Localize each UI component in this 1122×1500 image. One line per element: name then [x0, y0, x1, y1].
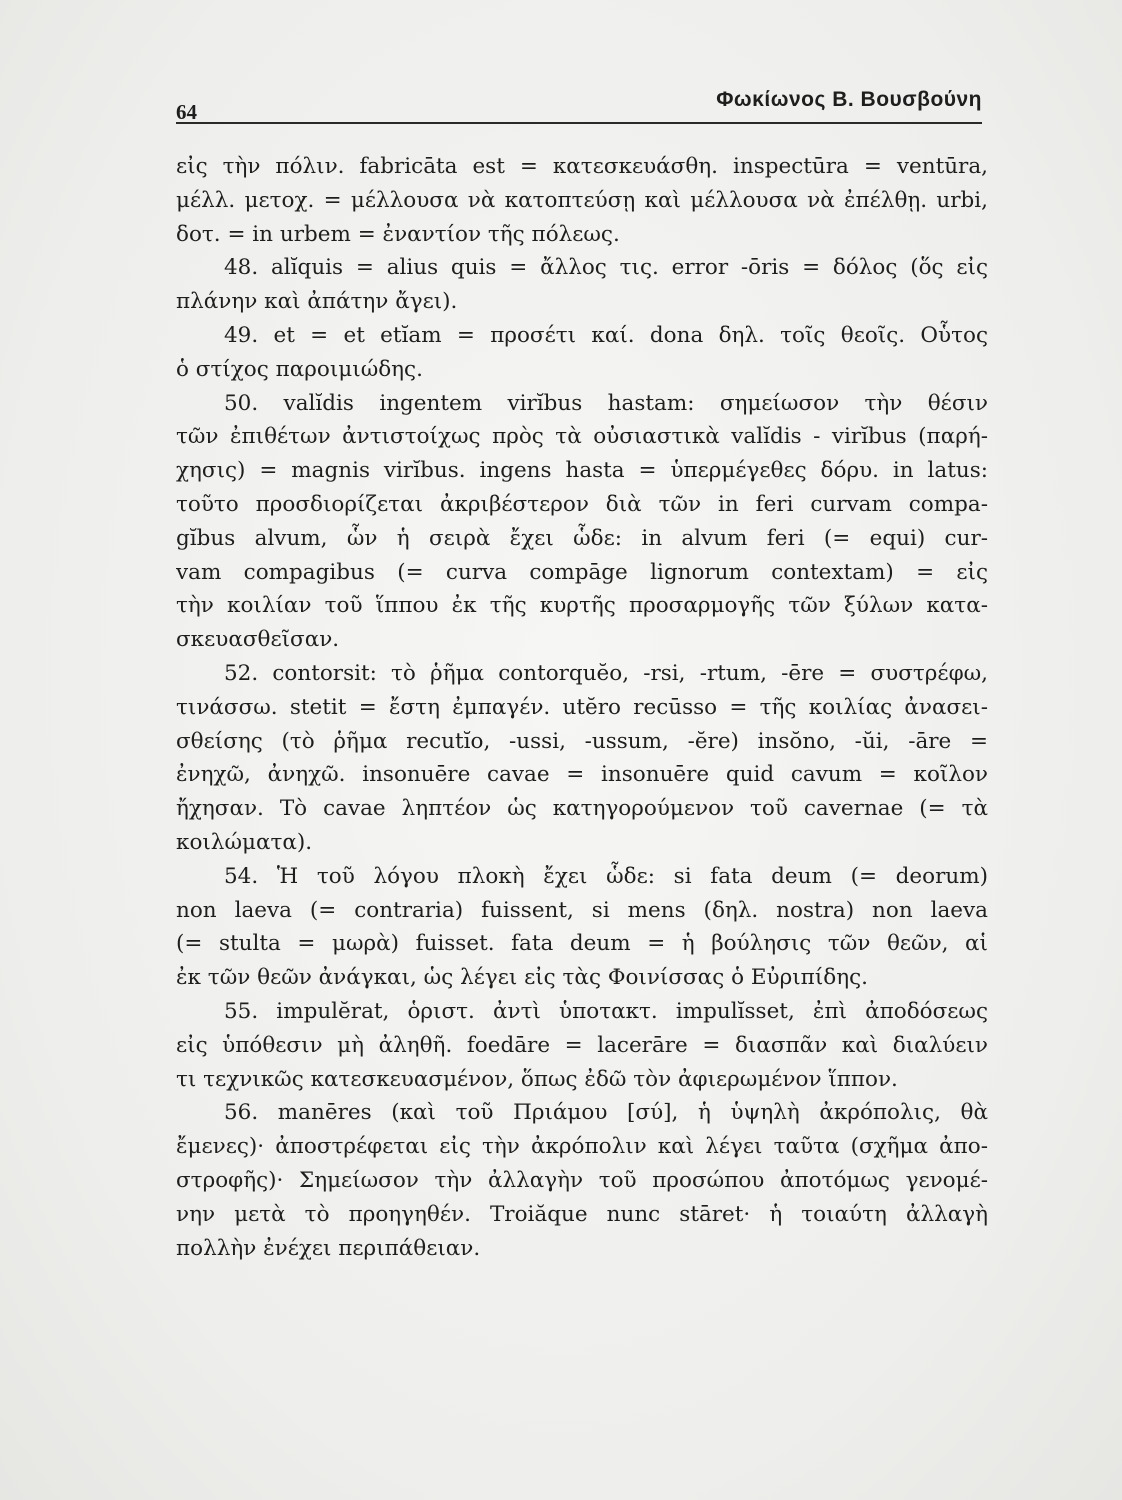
text-line: χησις) = magnis virĭbus. ingens hasta = ὑπερμέγεθες δόρυ. in latus: [176, 458, 988, 484]
text-line: 50. valĭdis ingentem virĭbus hastam: σημείωσον τὴν θέσιν [224, 390, 988, 416]
text-line: δοτ. = in urbem = ἐναντίον τῆς πόλεως. [176, 221, 620, 247]
text-line: μέλλ. μετοχ. = μέλλουσα νὰ κατοπτεύσῃ καὶ μέλλουσα νὰ ἐπέλθῃ. urbi, [176, 187, 988, 213]
text-line: νην μετὰ τὸ προηγηθέν. Troiăque nunc stāret· ἡ τοιαύτη ἀλλαγὴ [176, 1201, 988, 1227]
text-line: ὁ στίχος παροιμιώδης. [176, 356, 423, 382]
text-line: εἰς ὑπόθεσιν μὴ ἀληθῆ. foedāre = lacerāre = διασπᾶν καὶ διαλύειν [176, 1032, 988, 1058]
text-line: (= stulta = μωρὰ) fuisset. fata deum = ἡ βούλησις τῶν θεῶν, αἱ [176, 931, 988, 957]
text-line: 52. contorsit: τὸ ῥῆμα contorquĕo, -rsi, -rtum, -ēre = συστρέφω, [224, 660, 988, 686]
text-line: ἐκ τῶν θεῶν ἀνάγκαι, ὡς λέγει εἰς τὰς Φοινίσσας ὁ Εὐριπίδης. [176, 965, 868, 991]
text-line: στροφῆς)· Σημείωσον τὴν ἀλλαγὴν τοῦ προσώπου ἀποτόμως γενομέ- [176, 1167, 988, 1193]
text-line: 49. et = et etĭam = προσέτι καί. dona δηλ. τοῖς θεοῖς. Οὗτος [224, 322, 988, 348]
text-line: σθείσης (τὸ ῥῆμα recutĭo, -ussi, -ussum, -ĕre) insŏno, -ŭi, -āre = [176, 728, 988, 754]
text-line: ἤχησαν. Τὸ cavae ληπτέον ὡς κατηγορούμενον τοῦ cavernae (= τὰ [176, 796, 988, 822]
text-line: τῶν ἐπιθέτων ἀντιστοίχως πρὸς τὰ οὐσιαστικὰ valĭdis - virĭbus (παρή- [176, 424, 988, 450]
text-line: τὴν κοιλίαν τοῦ ἵππου ἐκ τῆς κυρτῆς προσαρμογῆς τῶν ξύλων κατα- [176, 593, 988, 619]
text-line: τινάσσω. stetit = ἔστη ἐμπαγέν. utĕro recūsso = τῆς κοιλίας ἀνασει- [176, 694, 988, 720]
text-line: εἰς τὴν πόλιν. fabricāta est = κατεσκευάσθη. inspectūra = ventūra, [176, 154, 988, 179]
text-line: πλάνην καὶ ἀπάτην ἄγει). [176, 289, 458, 315]
text-line: 48. alĭquis = alius quis = ἄλλος τις. error -ōris = δόλος (ὅς εἰς [224, 255, 988, 281]
running-head: Φωκίωνος Β. Βουσβούνη [716, 88, 982, 111]
text-line: ἐνηχῶ, ἀνηχῶ. insonuēre cavae = insonuēre quid cavum = κοῖλον [176, 762, 988, 788]
commentary-text [176, 150, 988, 1265]
text-line: 55. impulĕrat, ὁριστ. ἀντὶ ὑποτακτ. impulĭsset, ἐπὶ ἀποδόσεως [224, 998, 988, 1024]
text-line: gĭbus alvum, ὧν ἡ σειρὰ ἔχει ὧδε: in alvum feri (= equi) cur- [176, 525, 988, 551]
page-header [176, 82, 982, 124]
text-line: κοιλώματα). [176, 829, 313, 855]
text-line: vam compagibus (= curva compāge lignorum contextam) = εἰς [176, 559, 988, 585]
text-line: ἔμενες)· ἀποστρέφεται εἰς τὴν ἀκρόπολιν καὶ λέγει ταῦτα (σχῆμα ἀπο- [176, 1134, 988, 1160]
text-line: 56. manēres (καὶ τοῦ Πριάμου [σύ], ἡ ὑψηλὴ ἀκρόπολις, θὰ [224, 1100, 988, 1126]
text-line: τι τεχνικῶς κατεσκευασμένον, ὅπως ἐδῶ τὸν ἀφιερωμένον ἵππον. [176, 1066, 898, 1092]
page-number: 64 [176, 100, 197, 124]
text-line: τοῦτο προσδιορίζεται ἀκριβέστερον διὰ τῶν in feri curvam compa- [176, 491, 988, 517]
text-line: πολλὴν ἐνέχει περιπάθειαν. [176, 1235, 481, 1261]
text-line: σκευασθεῖσαν. [176, 627, 340, 653]
text-line: 54. Ἡ τοῦ λόγου πλοκὴ ἔχει ὧδε: si fata deum (= deorum) [224, 863, 988, 889]
text-line: non laeva (= contraria) fuissent, si mens (δηλ. nostra) non laeva [176, 897, 988, 923]
